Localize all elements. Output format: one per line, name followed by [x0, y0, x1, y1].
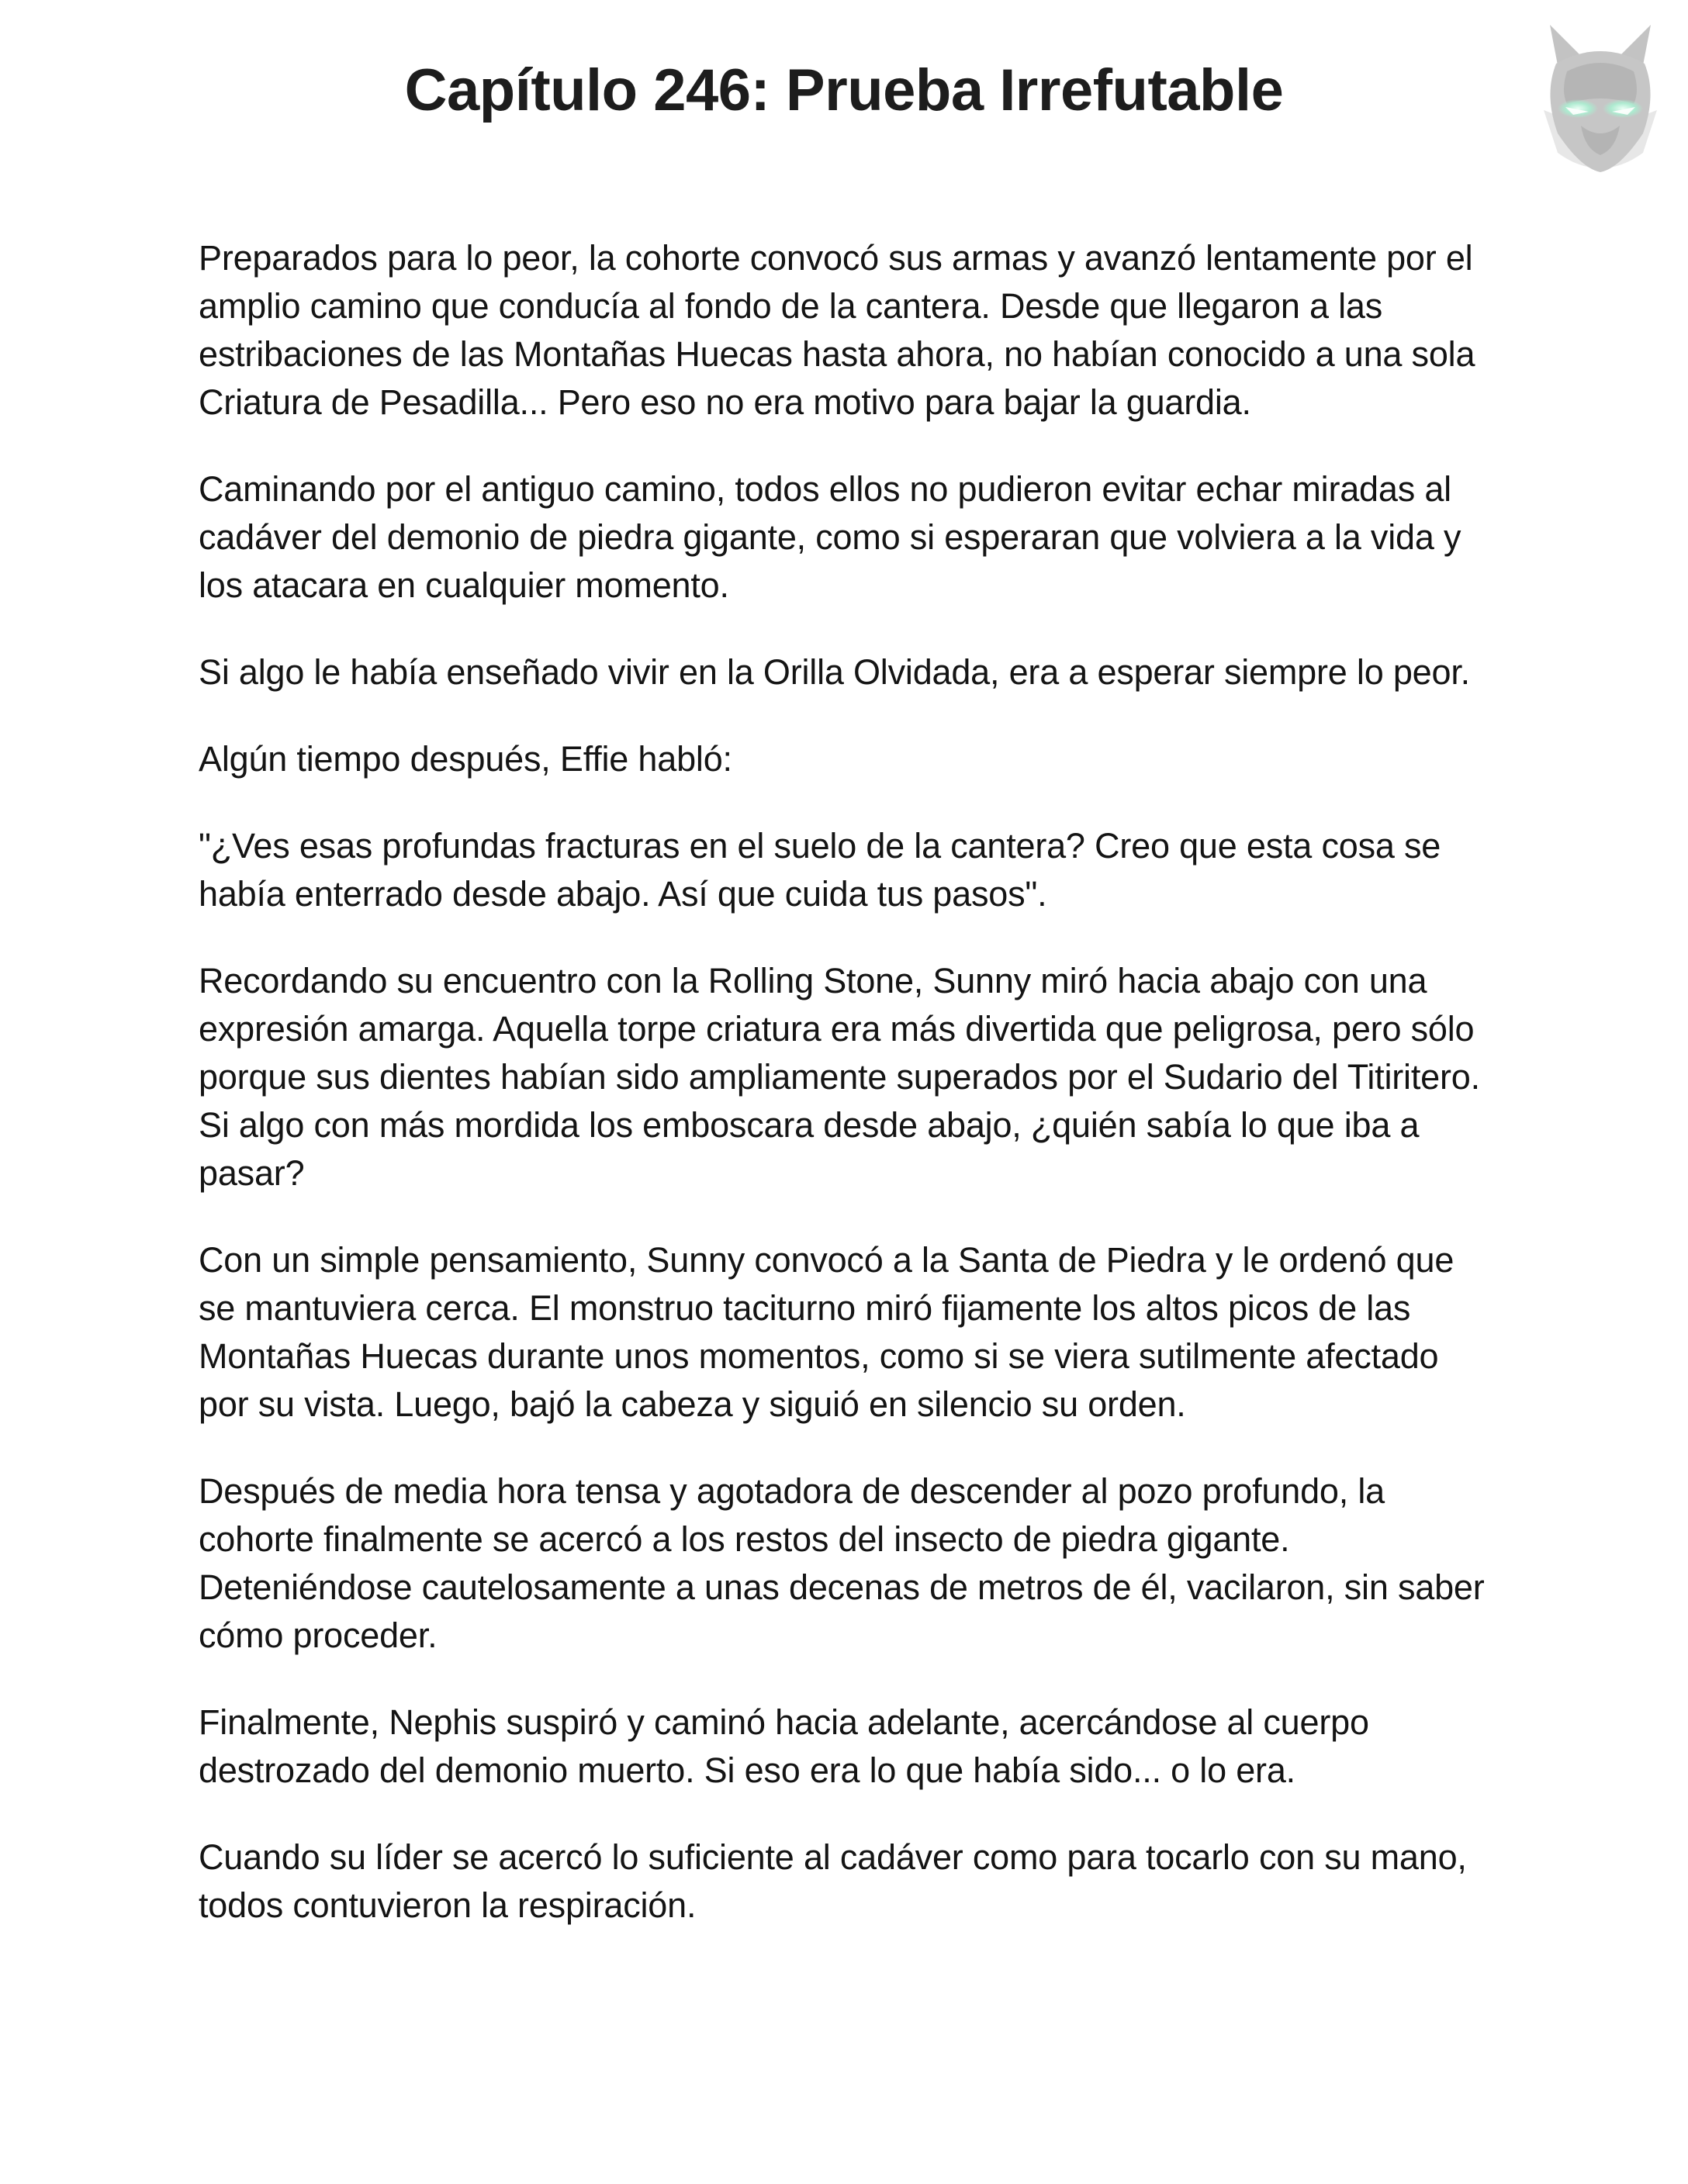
paragraph: Preparados para lo peor, la cohorte convocó sus armas y avanzó lentamente por el amplio camino que conducía al fondo de la cantera. Desde que llegaron a las estribaciones de las Montañas Huecas hasta ahora, no habían conocido a una sola Criatura de Pesadilla... Pero eso no era motivo para bajar la guardia.	[199, 238, 1475, 422]
paragraph: Caminando por el antiguo camino, todos ellos no pudieron evitar echar miradas al cadáver del demonio de piedra gigante, como si esperaran que volviera a la vida y los atacara en cualquier momento.	[199, 469, 1461, 605]
page-title: Capítulo 246: Prueba Irrefutable	[404, 57, 1284, 123]
paragraph: Recordando su encuentro con la Rolling Stone, Sunny miró hacia abajo con una expresión amarga. Aquella torpe criatura era más divertida que peligrosa, pero sólo porque sus dientes habían sido ampliamente superados por el Sudario del Titiritero. Si algo con más mordida los emboscara desde abajo, ¿quién sabía lo que iba a pasar?	[199, 961, 1480, 1193]
demon-head-logo-icon	[1527, 17, 1674, 188]
paragraph: Con un simple pensamiento, Sunny convocó a la Santa de Piedra y le ordenó que se mantuviera cerca. El monstruo taciturno miró fijamente los altos picos de las Montañas Huecas durante unos momentos, como si se viera sutilmente afectado por su vista. Luego, bajó la cabeza y siguió en silencio su orden.	[199, 1240, 1455, 1424]
paragraph: Finalmente, Nephis suspiró y caminó hacia adelante, acercándose al cuerpo destrozado del demonio muerto. Si eso era lo que había sido... o lo era.	[199, 1702, 1369, 1790]
chapter-body	[199, 234, 1494, 1968]
paragraph: Si algo le había enseñado vivir en la Orilla Olvidada, era a esperar siempre lo peor.	[199, 652, 1470, 692]
paragraph: Algún tiempo después, Effie habló:	[199, 739, 732, 779]
paragraph: "¿Ves esas profundas fracturas en el suelo de la cantera? Creo que esta cosa se había enterrado desde abajo. Así que cuida tus pasos".	[199, 826, 1441, 914]
paragraph: Cuando su líder se acercó lo suficiente al cadáver como para tocarlo con su mano, todos contuvieron la respiración.	[199, 1837, 1467, 1925]
paragraph: Después de media hora tensa y agotadora de descender al pozo profundo, la cohorte finalmente se acercó a los restos del insecto de piedra gigante. Deteniéndose cautelosamente a unas decenas de metros de él, vacilaron, sin saber cómo proceder.	[199, 1471, 1485, 1655]
